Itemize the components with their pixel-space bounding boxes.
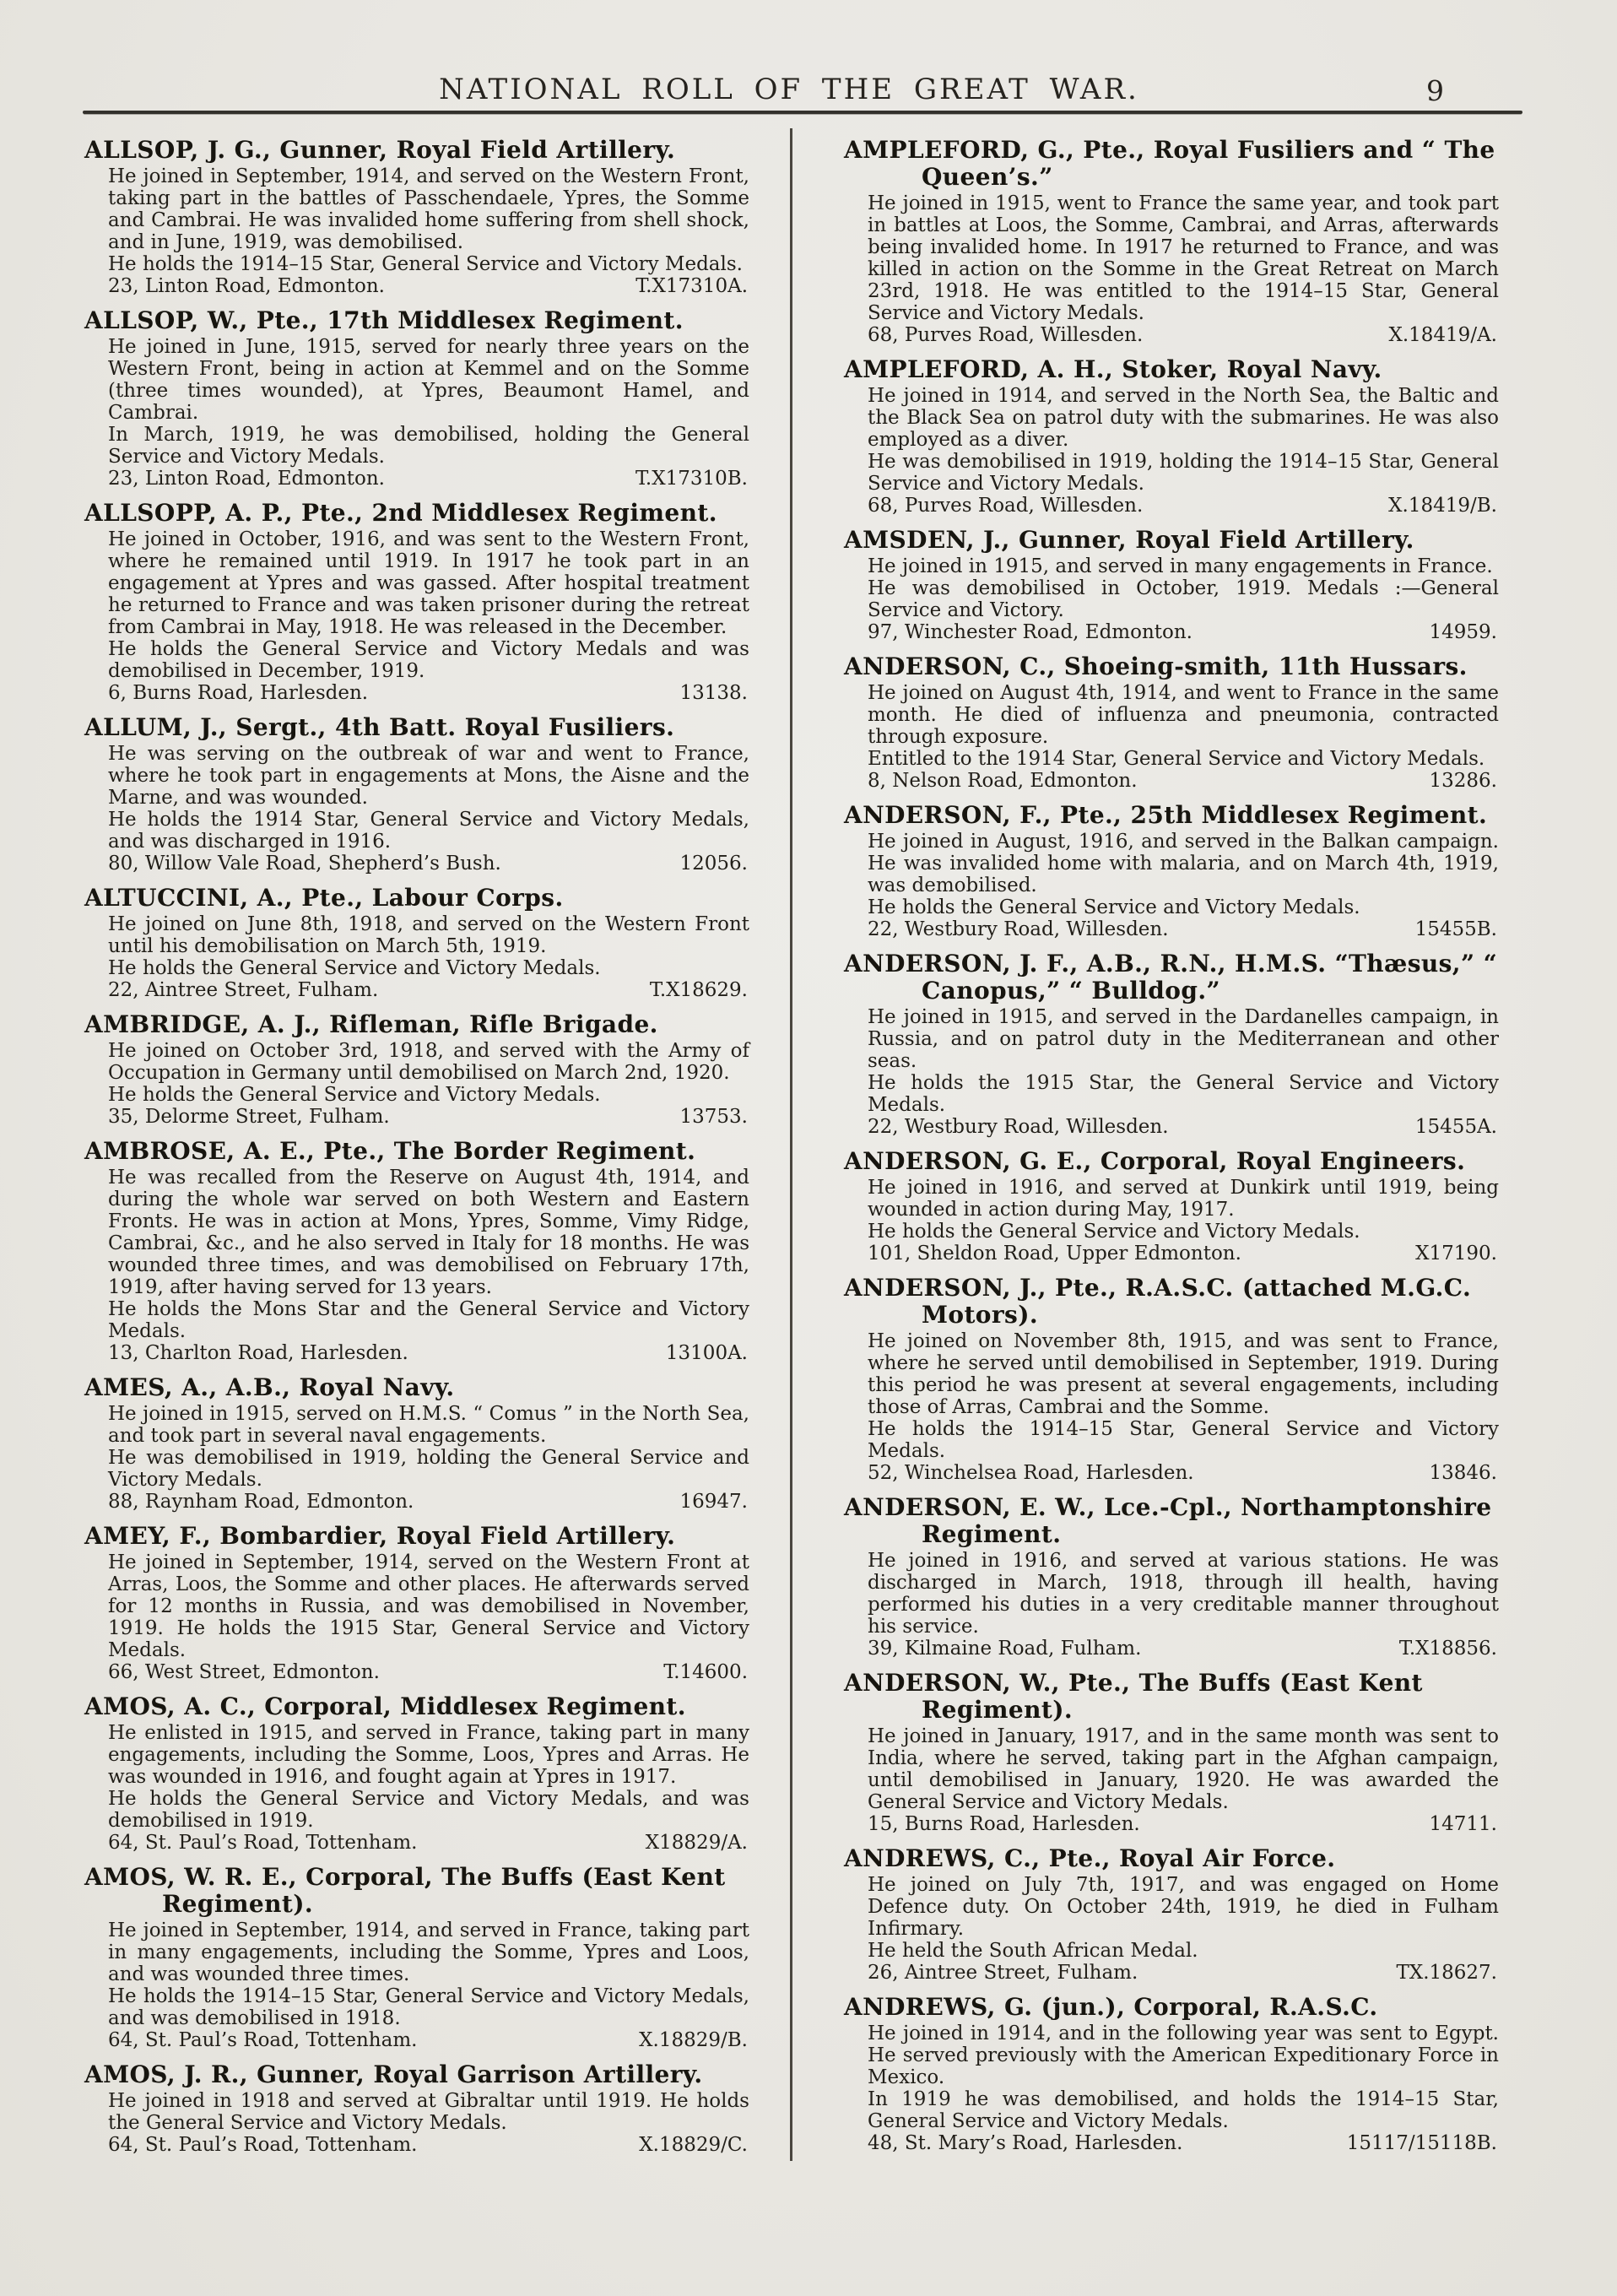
entry-address: 80, Willow Vale Road, Shepherd’s Bush. [108,853,501,875]
entry-name: AMOS, W. R. E., Corporal, The Buffs (East Kent Regiment). [84,1863,726,1918]
entry-paragraph: He joined in September, 1914, served on the Western Front at Arras, Loos, the Somme and other places. He afterwards served for 12 months in Russia, and was demobilised in November, 1919. He holds the 1915 Star, General Service and Victory Medals. [108,1551,749,1661]
entry-address: 22, Aintree Street, Fulham. [108,979,379,1001]
entry-body [844,2023,1499,2132]
entry-address: 6, Burns Road, Harlesden. [108,682,369,704]
entry-address: 68, Purves Road, Willesden. [868,324,1144,346]
roll-entry [844,1994,1499,2155]
roll-entry [84,1011,749,1129]
roll-entry [844,356,1499,517]
entry-reference-number: 13286. [1429,770,1497,792]
entry-name: ANDERSON, F., Pte., 25th Middlesex Regiment. [844,801,1488,829]
entry-body [84,336,749,468]
entry-name: ALTUCCINI, A., Pte., Labour Corps. [84,884,564,912]
entry-reference-number: 12056. [679,853,748,875]
entry-body [844,1550,1499,1638]
entry-address-line [844,1638,1499,1660]
entry-paragraph: He joined in August, 1916, and served in the Balkan campaign. He was invalided home with malaria, and on March 4th, 1919, was demobilised. [868,831,1499,896]
entry-reference-number: T.X18856. [1398,1638,1497,1660]
entry-name: AMEY, F., Bombardier, Royal Field Artillery. [84,1522,676,1550]
entry-address-line [844,621,1499,644]
entry-address-line [84,2134,749,2157]
entry-address-line [844,1962,1499,1985]
entry-paragraph: He joined in September, 1914, and served in France, taking part in many engagements, including the Somme, Ypres and Loos, and was wounded three times. [108,1920,749,1985]
entry-name: ANDERSON, E. W., Lce.-Cpl., Northamptonshire Regiment. [844,1493,1492,1548]
roll-entry [84,500,749,705]
entry-body [844,555,1499,621]
entry-paragraph: He holds the 1915 Star, the General Service and Victory Medals. [868,1072,1499,1116]
column-right [844,137,1499,2164]
entry-address-line [84,1832,749,1855]
roll-entry [84,1138,749,1365]
entry-body [84,165,749,275]
entry-reference-number: T.X17310A. [635,275,748,297]
entry-paragraph: He holds the 1914 Star, General Service and Victory Medals, and was discharged in 1916. [108,809,749,853]
entry-address-line [844,2132,1499,2155]
entry-name: ALLSOPP, A. P., Pte., 2nd Middlesex Regiment. [84,499,717,527]
entry-reference-number: T.X18629. [649,979,748,1001]
entry-body [844,1330,1499,1462]
entry-address-line [844,1462,1499,1485]
entry-paragraph: He was demobilised in 1919, holding the General Service and Victory Medals. [108,1447,749,1491]
entry-body [84,1722,749,1832]
entry-address-line [844,1243,1499,1265]
entry-paragraph: He holds the General Service and Victory Medals, and was demobilised in 1919. [108,1788,749,1832]
roll-entry [84,137,749,298]
roll-entry [84,307,749,490]
entry-paragraph: He joined on August 4th, 1914, and went to France in the same month. He died of influenza and pneumonia, contracted through exposure. [868,682,1499,748]
entry-reference-number: 13753. [679,1106,748,1128]
entry-address-line [84,1342,749,1365]
entry-reference-number: 14959. [1429,621,1497,643]
entry-paragraph: In March, 1919, he was demobilised, holding the General Service and Victory Medals. [108,424,749,468]
entry-body [84,743,749,853]
entry-name: ALLSOP, W., Pte., 17th Middlesex Regiment. [84,306,684,334]
entry-address: 64, St. Paul’s Road, Tottenham. [108,1832,418,1854]
entry-address: 23, Linton Road, Edmonton. [108,468,385,490]
entry-address: 52, Winchelsea Road, Harlesden. [868,1462,1194,1484]
entry-paragraph: Entitled to the 1914 Star, General Service and Victory Medals. [868,748,1485,770]
entry-name: ANDREWS, G. (jun.), Corporal, R.A.S.C. [844,1993,1378,2021]
entry-reference-number: T.X17310B. [635,468,748,490]
entry-address-line [844,495,1499,517]
roll-entry [844,1845,1499,1985]
entry-reference-number: X.18829/C. [639,2134,748,2156]
entry-paragraph: He was serving on the outbreak of war and went to France, where he took part in engagements at Mons, the Aisne and the Marne, and was wounded. [108,743,749,809]
roll-entry [84,1864,749,2052]
entry-body [844,1006,1499,1116]
entry-paragraph: He holds the General Service and Victory Medals. [868,1221,1360,1243]
entry-address: 39, Kilmaine Road, Fulham. [868,1638,1142,1660]
entry-paragraph: He joined on November 8th, 1915, and was sent to France, where he served until demobilised in September, 1919. During this period he was present at several engagements, including those of Arras, Cambrai and the Somme. [868,1330,1499,1418]
page-number: 9 [1426,74,1444,107]
entry-name: AMOS, A. C., Corporal, Middlesex Regiment. [84,1692,686,1720]
entry-address-line [84,1661,749,1684]
entry-paragraph: He joined in 1916, and served at Dunkirk until 1919, being wounded in action during May, 1917. [868,1177,1499,1221]
entry-reference-number: 13138. [679,682,748,704]
entry-address-line [844,1813,1499,1836]
entry-name: AMPLEFORD, G., Pte., Royal Fusiliers and “ The Queen’s.” [844,136,1495,191]
entry-body [844,1725,1499,1813]
roll-entry [844,1494,1499,1660]
entry-address-line [84,979,749,1002]
entry-address: 64, St. Paul’s Road, Tottenham. [108,2029,418,2051]
entry-reference-number: 13846. [1429,1462,1497,1484]
entry-paragraph: He joined in June, 1915, served for nearly three years on the Western Front, being in action at Kemmel and on the Somme (three times wounded), at Ypres, Beaumont Hamel, and Cambrai. [108,336,749,424]
entry-paragraph: He joined in 1918 and served at Gibraltar until 1919. He holds the General Service and Victory Medals. [108,2090,749,2134]
roll-entry [844,950,1499,1139]
header-rule [83,111,1522,114]
column-divider-rule [790,128,792,2161]
entry-paragraph: He holds the General Service and Victory Medals and was demobilised in December, 1919. [108,638,749,682]
entry-address-line [844,324,1499,347]
entry-name: AMES, A., A.B., Royal Navy. [84,1373,455,1401]
roll-entry [844,802,1499,941]
entry-name: AMBROSE, A. E., Pte., The Border Regiment. [84,1137,696,1165]
entry-paragraph: He joined in 1915, went to France the same year, and took part in battles at Loos, the Somme, Cambrai, and Arras, afterwards being invalided home. In 1917 he returned to France, and was killed in action on the Somme in the Great Retreat on March 23rd, 1918. He was entitled to the 1914–15 Star, General Service and Victory Medals. [868,192,1499,324]
roll-entry [844,1670,1499,1836]
entry-name: AMPLEFORD, A. H., Stoker, Royal Navy. [844,355,1382,383]
entry-paragraph: He joined on October 3rd, 1918, and served with the Army of Occupation in Germany until demobilised on March 2nd, 1920. [108,1040,749,1084]
entry-paragraph: He joined in 1915, and served in the Dardanelles campaign, in Russia, and on patrol duty in the Mediterranean and other seas. [868,1006,1499,1072]
entry-address: 97, Winchester Road, Edmonton. [868,621,1192,643]
entry-body [84,2090,749,2134]
entry-paragraph: He holds the Mons Star and the General Service and Victory Medals. [108,1298,749,1342]
roll-entry [844,1148,1499,1265]
entry-reference-number: X.18829/B. [639,2029,748,2051]
entry-body [844,1177,1499,1243]
entry-paragraph: He holds the General Service and Victory Medals. [108,957,601,979]
entry-reference-number: 13100A. [665,1342,748,1364]
entry-body [84,913,749,979]
entry-paragraph: He joined on June 8th, 1918, and served on the Western Front until his demobilisation on March 5th, 1919. [108,913,749,957]
entry-address: 26, Aintree Street, Fulham. [868,1962,1138,1984]
entry-paragraph: He holds the 1914–15 Star, General Service and Victory Medals, and was demobilised in 1918. [108,1985,749,2029]
entry-paragraph: He joined in 1916, and served at various stations. He was discharged in March, 1918, through ill health, having performed his duties in a very creditable manner throughout his service. [868,1550,1499,1638]
entry-address: 68, Purves Road, Willesden. [868,495,1144,517]
entry-name: ALLUM, J., Sergt., 4th Batt. Royal Fusiliers. [84,713,675,741]
entry-address-line [84,2029,749,2052]
entry-address: 88, Raynham Road, Edmonton. [108,1491,414,1513]
entry-body [844,1874,1499,1962]
roll-entry [84,714,749,875]
entry-reference-number: 14711. [1429,1813,1497,1835]
entry-body [844,385,1499,495]
entry-name: ANDERSON, G. E., Corporal, Royal Engineers. [844,1147,1466,1175]
entry-reference-number: 15455B. [1414,918,1497,940]
entry-body [844,831,1499,918]
entry-address-line [84,1491,749,1514]
entry-paragraph: He joined in 1915, served on H.M.S. “ Comus ” in the North Sea, and took part in several naval engagements. [108,1403,749,1447]
entry-address: 22, Westbury Road, Willesden. [868,918,1169,940]
page-title: NATIONAL ROLL OF THE GREAT WAR. [439,73,1139,106]
entry-paragraph: He was demobilised in 1919, holding the 1914–15 Star, General Service and Victory Medals. [868,451,1499,495]
entry-paragraph: He joined in September, 1914, and served on the Western Front, taking part in the battles of Passchendaele, Ypres, the Somme and Cambrai. He was invalided home suffering from shell shock, and in June, 1919, was demobilised. [108,165,749,253]
entry-reference-number: 15117/15118B. [1346,2132,1497,2154]
entry-address-line [844,770,1499,793]
roll-entry [84,2061,749,2157]
roll-entry [84,885,749,1002]
entry-paragraph: He was recalled from the Reserve on August 4th, 1914, and during the whole war served on both Western and Eastern Fronts. He was in action at Mons, Ypres, Somme, Vimy Ridge, Cambrai, &c., and he also served in Italy for 18 months. He was wounded three times, and was demobilised on February 17th, 1919, after having served for 13 years. [108,1167,749,1298]
entry-address-line [84,853,749,875]
entry-body [84,1920,749,2029]
entry-address: 8, Nelson Road, Edmonton. [868,770,1138,792]
roll-entry [844,653,1499,793]
entry-address: 15, Burns Road, Harlesden. [868,1813,1140,1835]
entry-reference-number: 16947. [679,1491,748,1513]
entry-address: 35, Delorme Street, Fulham. [108,1106,390,1128]
entry-address: 22, Westbury Road, Willesden. [868,1116,1169,1138]
entry-body [84,1167,749,1342]
entry-address: 64, St. Paul’s Road, Tottenham. [108,2134,418,2156]
entry-paragraph: In 1919 he was demobilised, and holds the 1914–15 Star, General Service and Victory Medals. [868,2088,1499,2132]
entry-paragraph: He holds the 1914–15 Star, General Service and Victory Medals. [868,1418,1499,1462]
entry-address-line [84,1106,749,1129]
roll-entry [844,527,1499,644]
entry-reference-number: 15455A. [1414,1116,1497,1138]
column-left [84,137,749,2166]
entry-body [84,1040,749,1106]
roll-entry [84,1693,749,1855]
entry-reference-number: X17190. [1415,1243,1497,1264]
entry-body [84,1551,749,1661]
entry-name: ANDERSON, C., Shoeing-smith, 11th Hussars. [844,653,1468,680]
entry-body [844,192,1499,324]
entry-address: 101, Sheldon Road, Upper Edmonton. [868,1243,1241,1264]
entry-paragraph: He held the South African Medal. [868,1940,1198,1962]
roll-entry [84,1374,749,1514]
roll-entry [844,137,1499,347]
entry-paragraph: He holds the General Service and Victory Medals. [868,896,1360,918]
roll-entry [844,1275,1499,1485]
entry-paragraph: He joined in 1914, and in the following year was sent to Egypt. He served previously with the American Expeditionary Force in Mexico. [868,2023,1499,2088]
entry-paragraph: He joined in January, 1917, and in the same month was sent to India, where he served, taking part in the Afghan campaign, until demobilised in January, 1920. He was awarded the General Service and Victory Medals. [868,1725,1499,1813]
entry-address: 48, St. Mary’s Road, Harlesden. [868,2132,1183,2154]
entry-paragraph: He joined on July 7th, 1917, and was engaged on Home Defence duty. On October 24th, 1919, he died in Fulham Infirmary. [868,1874,1499,1940]
entry-name: ANDERSON, W., Pte., The Buffs (East Kent Regiment). [844,1669,1423,1724]
roll-entry [84,1523,749,1684]
entry-reference-number: T.14600. [663,1661,748,1683]
entry-address-line [84,468,749,490]
entry-reference-number: X18829/A. [645,1832,748,1854]
entry-reference-number: TX.18627. [1396,1962,1497,1984]
entry-reference-number: X.18419/B. [1388,495,1497,517]
entry-name: AMSDEN, J., Gunner, Royal Field Artillery. [844,526,1414,554]
entry-reference-number: X.18419/A. [1388,324,1497,346]
entry-body [84,528,749,682]
entry-address-line [844,918,1499,941]
entry-name: AMBRIDGE, A. J., Rifleman, Rifle Brigade. [84,1010,658,1038]
entry-address: 23, Linton Road, Edmonton. [108,275,385,297]
entry-name: AMOS, J. R., Gunner, Royal Garrison Artillery. [84,2060,703,2088]
entry-name: ANDREWS, C., Pte., Royal Air Force. [844,1844,1336,1872]
entry-name: ANDERSON, J., Pte., R.A.S.C. (attached M.G.C. Motors). [844,1274,1472,1329]
entry-paragraph: He enlisted in 1915, and served in France, taking part in many engagements, including the Somme, Loos, Ypres and Arras. He was wounded in 1916, and fought again at Ypres in 1917. [108,1722,749,1788]
entry-address: 66, West Street, Edmonton. [108,1661,380,1683]
entry-paragraph: He was demobilised in October, 1919. Medals :—General Service and Victory. [868,577,1499,621]
entry-name: ANDERSON, J. F., A.B., R.N., H.M.S. “Thæsus,” “ Canopus,” “ Bulldog.” [844,950,1498,1004]
entry-paragraph: He holds the 1914–15 Star, General Service and Victory Medals. [108,253,743,275]
entry-address-line [84,682,749,705]
entry-paragraph: He joined in October, 1916, and was sent to the Western Front, where he remained until 1919. In 1917 he took part in an engagement at Ypres and was gassed. After hospital treatment he returned to France and was taken prisoner during the retreat from Cambrai in May, 1918. He was released in the December. [108,528,749,638]
entry-name: ALLSOP, J. G., Gunner, Royal Field Artillery. [84,136,676,164]
entry-address-line [844,1116,1499,1139]
entry-body [84,1403,749,1491]
entry-paragraph: He holds the General Service and Victory Medals. [108,1084,601,1106]
entry-body [844,682,1499,770]
entry-paragraph: He joined in 1915, and served in many engagements in France. [868,555,1493,577]
entry-address-line [84,275,749,298]
entry-address: 13, Charlton Road, Harlesden. [108,1342,408,1364]
entry-paragraph: He joined in 1914, and served in the North Sea, the Baltic and the Black Sea on patrol duty with the submarines. He was also employed as a diver. [868,385,1499,451]
